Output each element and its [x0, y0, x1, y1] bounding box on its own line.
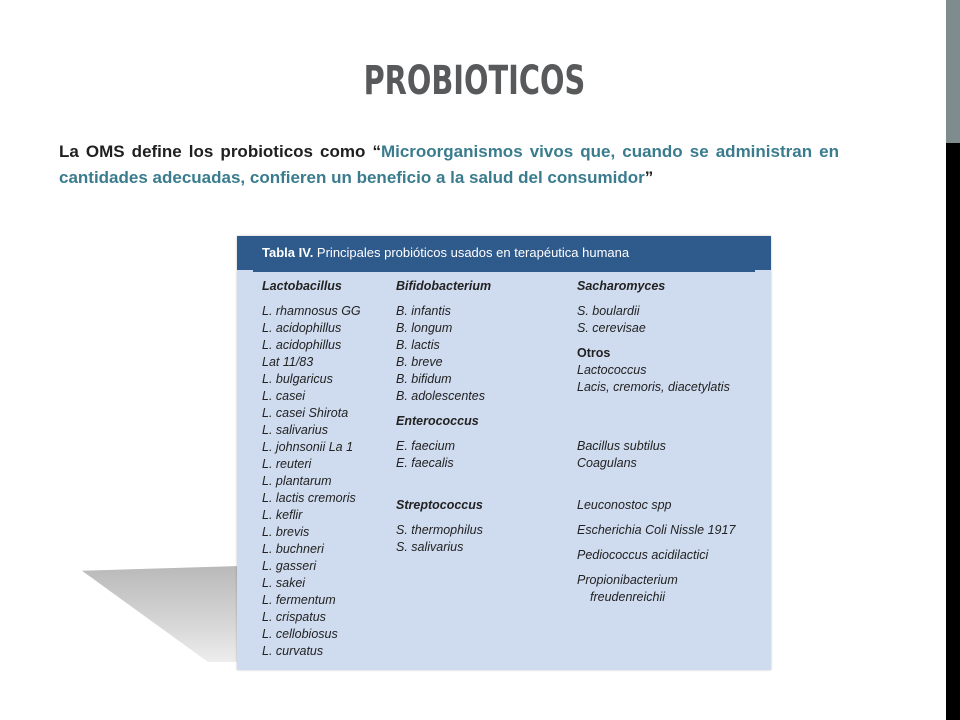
- definition-close: ”: [644, 168, 654, 187]
- column-header: Otros: [577, 346, 611, 360]
- table-cell: L. sakei: [262, 576, 306, 590]
- table-cell: Propionibacterium: [577, 573, 678, 587]
- table-cell: L. cellobiosus: [262, 627, 338, 641]
- table-cell: freudenreichii: [590, 590, 666, 604]
- table-cell: L. buchneri: [262, 542, 324, 556]
- table-cell: Lactococcus: [577, 363, 647, 377]
- table-cell: L. brevis: [262, 525, 310, 539]
- table-cell: E. faecalis: [396, 456, 454, 470]
- definition-lead: La OMS define los probioticos como “: [59, 142, 381, 161]
- table-cell: B. longum: [396, 321, 453, 335]
- table-cell: E. faecium: [396, 439, 456, 453]
- table-cell: L. lactis cremoris: [262, 491, 356, 505]
- table-cell: S. thermophilus: [396, 523, 483, 537]
- table-cell: B. adolescentes: [396, 389, 485, 403]
- column-lactobacillus: [262, 278, 392, 660]
- table-cell: Bacillus subtilus: [577, 439, 666, 453]
- column-header: Enterococcus: [396, 414, 479, 428]
- column-items: [577, 362, 767, 396]
- column-bifidobacterium: [396, 278, 571, 556]
- table-divider: [253, 270, 755, 272]
- table-caption: [237, 236, 771, 270]
- table-cell: L. plantarum: [262, 474, 332, 488]
- table-cell: S. salivarius: [396, 540, 464, 554]
- column-items: [396, 438, 571, 472]
- table-cell: Lat 11/83: [262, 355, 314, 369]
- table-cell: L. acidophillus: [262, 321, 342, 335]
- table-cell: Coagulans: [577, 456, 637, 470]
- right-edge-accent: [946, 0, 960, 143]
- column-items: [577, 547, 767, 564]
- definition-quote: Microorganismos vivos que, cuando se administran en cantidades adecuadas, confieren un beneficio a la salud del consumidor: [59, 142, 839, 187]
- column-header: Sacharomyces: [577, 279, 666, 293]
- table-cell: L. acidophillus: [262, 338, 342, 352]
- column-header: Lactobacillus: [262, 279, 342, 293]
- table-cell: B. breve: [396, 355, 443, 369]
- table-cell: L. casei: [262, 389, 306, 403]
- table-cell: L. johnsonii La 1: [262, 440, 354, 454]
- probiotics-table: [237, 236, 771, 670]
- slide-title: PROBIOTICOS: [363, 58, 586, 104]
- column-items: [577, 572, 767, 606]
- table-cell: L. casei Shirota: [262, 406, 349, 420]
- definition-paragraph: [59, 139, 839, 191]
- column-header: Streptococcus: [396, 498, 483, 512]
- table-cell: Escherichia Coli Nissle 1917: [577, 523, 736, 537]
- table-cell: Lacis, cremoris, diacetylatis: [577, 380, 730, 394]
- column-items: [396, 522, 571, 556]
- table-cell: L. bulgaricus: [262, 372, 333, 386]
- table-cell: L. fermentum: [262, 593, 336, 607]
- table-cell: B. lactis: [396, 338, 440, 352]
- table-cell: S. cerevisae: [577, 321, 646, 335]
- table-cell: L. rhamnosus GG: [262, 304, 361, 318]
- column-items: [262, 303, 392, 660]
- column-items: [577, 497, 767, 514]
- table-caption-text: Principales probióticos usados en terapéutica humana: [313, 245, 630, 260]
- table-cell: Leuconostoc spp: [577, 498, 672, 512]
- column-items: [577, 303, 767, 337]
- column-header: Bifidobacterium: [396, 279, 492, 293]
- table-cell: L. crispatus: [262, 610, 326, 624]
- table-cell: L. keflir: [262, 508, 303, 522]
- table-cell: B. bifidum: [396, 372, 452, 386]
- table-cell: S. boulardii: [577, 304, 640, 318]
- column-sacharomyces: [577, 278, 767, 606]
- table-cell: L. salivarius: [262, 423, 328, 437]
- column-items: [577, 522, 767, 539]
- column-items: [396, 303, 571, 405]
- table-cell: Pediococcus acidilactici: [577, 548, 709, 562]
- table-cell: B. infantis: [396, 304, 451, 318]
- column-items: [577, 438, 767, 472]
- table-cell: L. curvatus: [262, 644, 324, 658]
- table-cell: L. gasseri: [262, 559, 317, 573]
- table-caption-prefix: Tabla IV.: [262, 245, 314, 260]
- table-cell: L. reuteri: [262, 457, 312, 471]
